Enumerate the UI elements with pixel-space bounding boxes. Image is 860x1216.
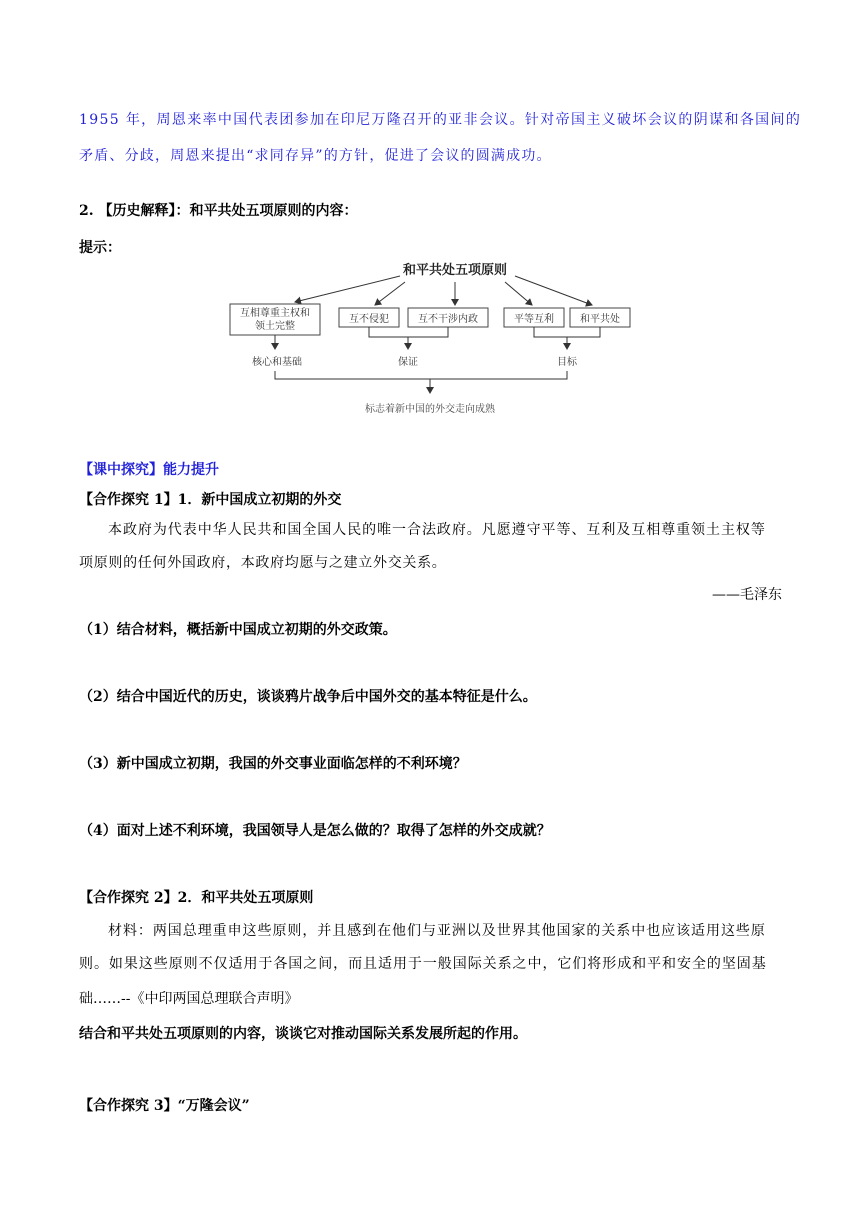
five-principles-diagram (220, 250, 650, 425)
coop1-heading: 【合作探究 1】1．新中国成立初期的外交 (79, 492, 342, 508)
box-sovereignty-line1: 互相尊重主权和 (240, 308, 310, 319)
coop1-question-3: （3）新中国成立初期，我国的外交事业面临怎样的不利环境？ (79, 756, 467, 772)
coop1-question-4: （4）面对上述不利环境，我国领导人是怎么做的？取得了怎样的外交成就？ (79, 823, 551, 839)
diagram-conclusion: 标志着新中国的外交走向成熟 (365, 404, 495, 415)
arrow-to-box-2 (375, 282, 405, 305)
section-title: 能力提升 (163, 462, 219, 478)
section-heading (79, 459, 219, 479)
coop2-material-line-2: 则。如果这些原则不仅适用于各国之间，而且适用于一般国际关系之中，它们将形成和平和安全的坚固基 (79, 956, 767, 972)
coop3-heading: 【合作探究 3】“万隆会议” (79, 1098, 250, 1114)
coop1-question-2: （2）结合中国近代的历史，谈谈鸦片战争后中国外交的基本特征是什么。 (79, 689, 537, 705)
bracket-goal (534, 327, 600, 337)
coop2-heading: 【合作探究 2】2．和平共处五项原则 (79, 890, 314, 906)
box-non-interference-label: 互不干涉内政 (418, 314, 478, 325)
arrow-to-box-4 (505, 282, 532, 305)
label-core: 核心和基础 (252, 357, 302, 368)
coop2-question: 结合和平共处五项原则的内容，谈谈它对推动国际关系发展所起的作用。 (79, 1026, 527, 1042)
coop1-question-1: （1）结合材料，概括新中国成立初期的外交政策。 (79, 622, 397, 638)
coop1-quote-line-2: 项原则的任何外国政府，本政府均愿与之建立外交关系。 (79, 555, 447, 571)
label-goal: 目标 (557, 357, 577, 368)
bracket-guarantee (369, 327, 448, 337)
coop2-material-line-1: 材料：两国总理重申这些原则，并且感到在他们与亚洲以及世界其他国家的关系中也应该适用这些原 (108, 923, 766, 939)
diagram-title: 和平共处五项原则 (402, 263, 508, 278)
box-sovereignty-line2: 领土完整 (255, 321, 295, 332)
intro-line-1: 1955 年，周恩来率中国代表团参加在印尼万隆召开的亚非会议。针对帝国主义破坏会议的阴谋和各国间的 (79, 112, 802, 128)
item2-heading: 2. 【历史解释】：和平共处五项原则的内容： (79, 203, 358, 219)
bottom-bracket (275, 371, 567, 379)
coop2-material-line-3: 础……--《中印两国总理联合声明》 (79, 991, 299, 1007)
box-equality-label: 平等互利 (514, 314, 554, 325)
item2-hint: 提示： (79, 240, 121, 256)
label-guarantee: 保证 (398, 357, 418, 368)
section-tag: 【课中探究】 (79, 462, 163, 478)
coop1-quote-line-1: 本政府为代表中华人民共和国全国人民的唯一合法政府。凡愿遵守平等、互利及互相尊重领土主权等 (108, 522, 766, 538)
box-non-aggression-label: 互不侵犯 (349, 314, 389, 325)
box-coexistence-label: 和平共处 (580, 314, 620, 325)
coop1-attribution: ——毛泽东 (712, 587, 782, 603)
intro-line-2: 矛盾、分歧，周恩来提出“求同存异”的方针，促进了会议的圆满成功。 (79, 148, 552, 164)
